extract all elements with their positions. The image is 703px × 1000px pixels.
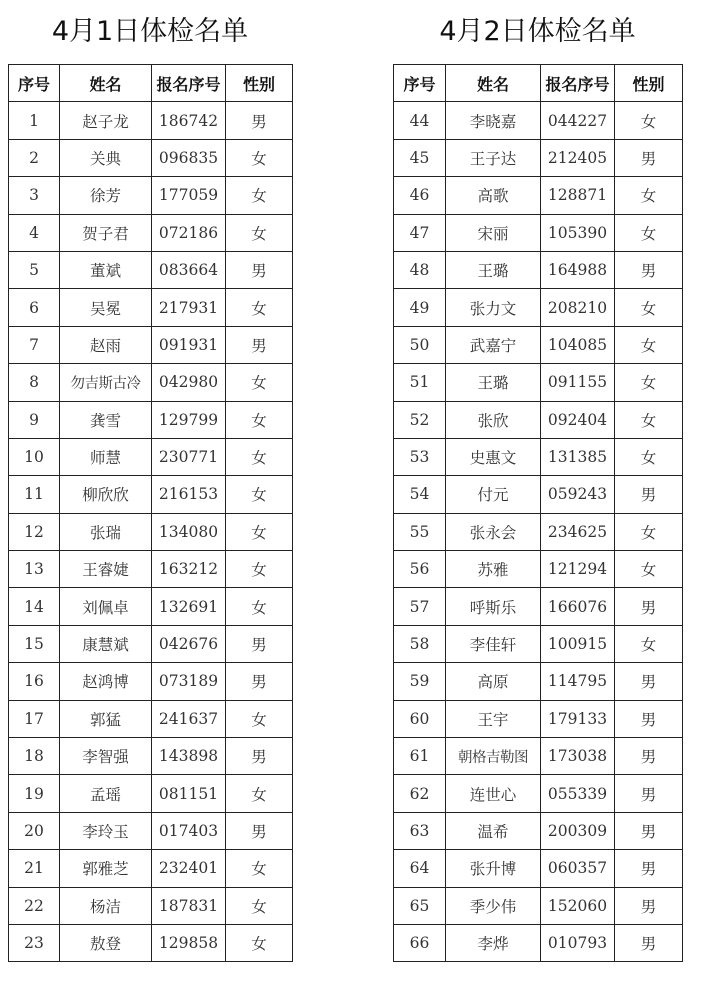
table-row [394,438,683,475]
gender-cell: 女 [226,924,293,961]
reg-no-header: 报名序号 [152,65,226,102]
seq-cell: 15 [9,625,60,662]
gender-cell: 女 [615,551,683,588]
gender-cell: 男 [226,102,293,139]
seq-cell: 61 [394,738,446,775]
reg-no-cell: 060357 [541,850,615,887]
table-row [9,401,293,438]
table-row [9,513,293,550]
reg-no-cell: 232401 [152,850,226,887]
reg-no-cell: 055339 [541,775,615,812]
table-row [394,513,683,550]
table-row [394,775,683,812]
reg-no-cell: 081151 [152,775,226,812]
name-cell: 李智强 [60,738,152,775]
seq-cell: 18 [9,738,60,775]
seq-cell: 11 [9,476,60,513]
table-row [394,476,683,513]
table-row [9,289,293,326]
name-cell: 董斌 [60,251,152,288]
seq-cell: 3 [9,177,60,214]
reg-no-cell: 096835 [152,139,226,176]
table-row [9,588,293,625]
reg-no-cell: 177059 [152,177,226,214]
gender-cell: 男 [615,663,683,700]
gender-cell: 女 [615,625,683,662]
seq-cell: 44 [394,102,446,139]
reg-no-cell: 143898 [152,738,226,775]
name-cell: 赵雨 [60,326,152,363]
name-cell: 王宇 [446,700,541,737]
reg-no-cell: 187831 [152,887,226,924]
gender-cell: 女 [226,289,293,326]
table-row [9,625,293,662]
name-cell: 李玲玉 [60,812,152,849]
name-header: 姓名 [60,65,152,102]
reg-no-cell: 072186 [152,214,226,251]
table-row [9,700,293,737]
gender-cell: 男 [226,251,293,288]
reg-no-cell: 128871 [541,177,615,214]
reg-no-cell: 241637 [152,700,226,737]
seq-cell: 23 [9,924,60,961]
seq-cell: 54 [394,476,446,513]
gender-cell: 男 [615,588,683,625]
gender-cell: 男 [615,850,683,887]
table-row [394,887,683,924]
gender-cell: 女 [615,364,683,401]
name-cell: 关典 [60,139,152,176]
reg-no-cell: 010793 [541,924,615,961]
name-cell: 史惠文 [446,438,541,475]
name-cell: 张欣 [446,401,541,438]
seq-cell: 7 [9,326,60,363]
table-row [9,214,293,251]
reg-no-cell: 134080 [152,513,226,550]
table-row [9,177,293,214]
table-row [394,812,683,849]
name-cell: 张瑞 [60,513,152,550]
gender-cell: 女 [226,214,293,251]
seq-cell: 8 [9,364,60,401]
seq-cell: 64 [394,850,446,887]
name-cell: 康慧斌 [60,625,152,662]
reg-no-header: 报名序号 [541,65,615,102]
table-row [9,251,293,288]
gender-cell: 女 [226,887,293,924]
gender-cell: 女 [226,775,293,812]
gender-cell: 男 [226,326,293,363]
table-row [9,850,293,887]
gender-cell: 女 [226,401,293,438]
reg-no-cell: 131385 [541,438,615,475]
gender-cell: 女 [226,476,293,513]
table-row [394,663,683,700]
name-cell: 王璐 [446,251,541,288]
seq-cell: 50 [394,326,446,363]
reg-no-cell: 166076 [541,588,615,625]
seq-cell: 12 [9,513,60,550]
reg-no-cell: 217931 [152,289,226,326]
reg-no-cell: 179133 [541,700,615,737]
seq-cell: 2 [9,139,60,176]
reg-no-cell: 017403 [152,812,226,849]
name-cell: 武嘉宁 [446,326,541,363]
name-cell: 付元 [446,476,541,513]
gender-cell: 男 [226,812,293,849]
name-cell: 赵鸿博 [60,663,152,700]
name-cell: 赵子龙 [60,102,152,139]
reg-no-cell: 042980 [152,364,226,401]
reg-no-cell: 092404 [541,401,615,438]
seq-cell: 19 [9,775,60,812]
table-row [394,326,683,363]
seq-cell: 1 [9,102,60,139]
table-row [9,476,293,513]
seq-cell: 20 [9,812,60,849]
reg-no-cell: 105390 [541,214,615,251]
name-cell: 高歌 [446,177,541,214]
name-cell: 温希 [446,812,541,849]
gender-cell: 男 [615,924,683,961]
seq-cell: 22 [9,887,60,924]
seq-cell: 65 [394,887,446,924]
gender-cell: 男 [226,663,293,700]
gender-cell: 男 [615,476,683,513]
name-cell: 王睿婕 [60,551,152,588]
table-row [9,102,293,139]
seq-cell: 9 [9,401,60,438]
table-row [9,364,293,401]
name-cell: 敖登 [60,924,152,961]
gender-header: 性别 [615,65,683,102]
table-row [394,364,683,401]
reg-no-cell: 044227 [541,102,615,139]
table-row [9,326,293,363]
name-cell: 王璐 [446,364,541,401]
seq-cell: 17 [9,700,60,737]
seq-cell: 57 [394,588,446,625]
gender-cell: 女 [615,102,683,139]
seq-cell: 10 [9,438,60,475]
name-cell: 连世心 [446,775,541,812]
seq-cell: 47 [394,214,446,251]
gender-cell: 女 [615,289,683,326]
table-row [394,289,683,326]
table-row [394,102,683,139]
gender-cell: 女 [615,214,683,251]
name-cell: 张力文 [446,289,541,326]
gender-cell: 男 [615,251,683,288]
name-cell: 李晓嘉 [446,102,541,139]
seq-cell: 66 [394,924,446,961]
seq-cell: 51 [394,364,446,401]
reg-no-cell: 216153 [152,476,226,513]
gender-cell: 女 [615,401,683,438]
seq-cell: 62 [394,775,446,812]
seq-cell: 60 [394,700,446,737]
table-row [394,551,683,588]
gender-cell: 男 [615,738,683,775]
name-cell: 呼斯乐 [446,588,541,625]
reg-no-cell: 132691 [152,588,226,625]
seq-cell: 21 [9,850,60,887]
table-row [9,139,293,176]
gender-cell: 女 [226,438,293,475]
name-cell: 吴冕 [60,289,152,326]
gender-header: 性别 [226,65,293,102]
gender-cell: 女 [226,139,293,176]
gender-cell: 女 [226,588,293,625]
table-row [394,251,683,288]
gender-cell: 男 [615,775,683,812]
reg-no-cell: 114795 [541,663,615,700]
seq-cell: 58 [394,625,446,662]
seq-cell: 59 [394,663,446,700]
table-row [9,924,293,961]
right-roster-table [393,64,683,962]
name-cell: 贺子君 [60,214,152,251]
seq-cell: 53 [394,438,446,475]
name-cell: 高原 [446,663,541,700]
seq-cell: 13 [9,551,60,588]
seq-cell: 48 [394,251,446,288]
table-row [394,588,683,625]
gender-cell: 女 [615,438,683,475]
gender-cell: 女 [226,177,293,214]
name-cell: 师慧 [60,438,152,475]
reg-no-cell: 091155 [541,364,615,401]
table-row [394,700,683,737]
name-cell: 郭雅芝 [60,850,152,887]
table-row [9,775,293,812]
gender-cell: 女 [226,513,293,550]
gender-cell: 女 [615,513,683,550]
seq-cell: 52 [394,401,446,438]
reg-no-cell: 100915 [541,625,615,662]
table-row [394,177,683,214]
gender-cell: 男 [615,887,683,924]
seq-header: 序号 [9,65,60,102]
table-row [394,738,683,775]
name-cell: 柳欣欣 [60,476,152,513]
table-row [9,551,293,588]
reg-no-cell: 083664 [152,251,226,288]
reg-no-cell: 121294 [541,551,615,588]
name-cell: 张升博 [446,850,541,887]
name-cell: 刘佩卓 [60,588,152,625]
reg-no-cell: 163212 [152,551,226,588]
seq-cell: 49 [394,289,446,326]
reg-no-cell: 208210 [541,289,615,326]
gender-cell: 男 [615,139,683,176]
name-cell: 勿吉斯古冷 [60,364,152,401]
gender-cell: 男 [615,700,683,737]
gender-cell: 男 [615,812,683,849]
table-row [394,214,683,251]
seq-header: 序号 [394,65,446,102]
table-row [394,139,683,176]
seq-cell: 45 [394,139,446,176]
table-row [394,401,683,438]
seq-cell: 55 [394,513,446,550]
reg-no-cell: 073189 [152,663,226,700]
table-row [9,438,293,475]
gender-cell: 女 [226,364,293,401]
reg-no-cell: 059243 [541,476,615,513]
right-list-title: 4月2日体检名单 [439,16,636,47]
name-cell: 徐芳 [60,177,152,214]
seq-cell: 46 [394,177,446,214]
reg-no-cell: 091931 [152,326,226,363]
gender-cell: 男 [226,738,293,775]
gender-cell: 女 [615,177,683,214]
name-cell: 张永会 [446,513,541,550]
reg-no-cell: 212405 [541,139,615,176]
gender-cell: 女 [226,700,293,737]
table-row [9,812,293,849]
name-cell: 孟瑶 [60,775,152,812]
reg-no-cell: 104085 [541,326,615,363]
reg-no-cell: 186742 [152,102,226,139]
header-row [9,65,293,102]
name-cell: 宋丽 [446,214,541,251]
name-cell: 季少伟 [446,887,541,924]
seq-cell: 56 [394,551,446,588]
reg-no-cell: 234625 [541,513,615,550]
name-cell: 杨洁 [60,887,152,924]
reg-no-cell: 042676 [152,625,226,662]
gender-cell: 女 [615,326,683,363]
seq-cell: 4 [9,214,60,251]
seq-cell: 16 [9,663,60,700]
gender-cell: 女 [226,551,293,588]
name-cell: 苏雅 [446,551,541,588]
name-cell: 朝格吉勒图 [446,738,541,775]
seq-cell: 14 [9,588,60,625]
table-row [394,625,683,662]
reg-no-cell: 129799 [152,401,226,438]
name-cell: 李佳轩 [446,625,541,662]
name-cell: 王子达 [446,139,541,176]
table-row [9,738,293,775]
reg-no-cell: 129858 [152,924,226,961]
seq-cell: 63 [394,812,446,849]
table-row [9,663,293,700]
seq-cell: 5 [9,251,60,288]
gender-cell: 男 [226,625,293,662]
reg-no-cell: 200309 [541,812,615,849]
seq-cell: 6 [9,289,60,326]
name-cell: 龚雪 [60,401,152,438]
name-header: 姓名 [446,65,541,102]
name-cell: 李烨 [446,924,541,961]
table-row [394,924,683,961]
table-row [9,887,293,924]
table-row [394,850,683,887]
left-list-title: 4月1日体检名单 [51,16,249,47]
left-roster-table [8,64,293,962]
header-row [394,65,683,102]
reg-no-cell: 230771 [152,438,226,475]
name-cell: 郭猛 [60,700,152,737]
reg-no-cell: 173038 [541,738,615,775]
gender-cell: 女 [226,850,293,887]
reg-no-cell: 164988 [541,251,615,288]
reg-no-cell: 152060 [541,887,615,924]
